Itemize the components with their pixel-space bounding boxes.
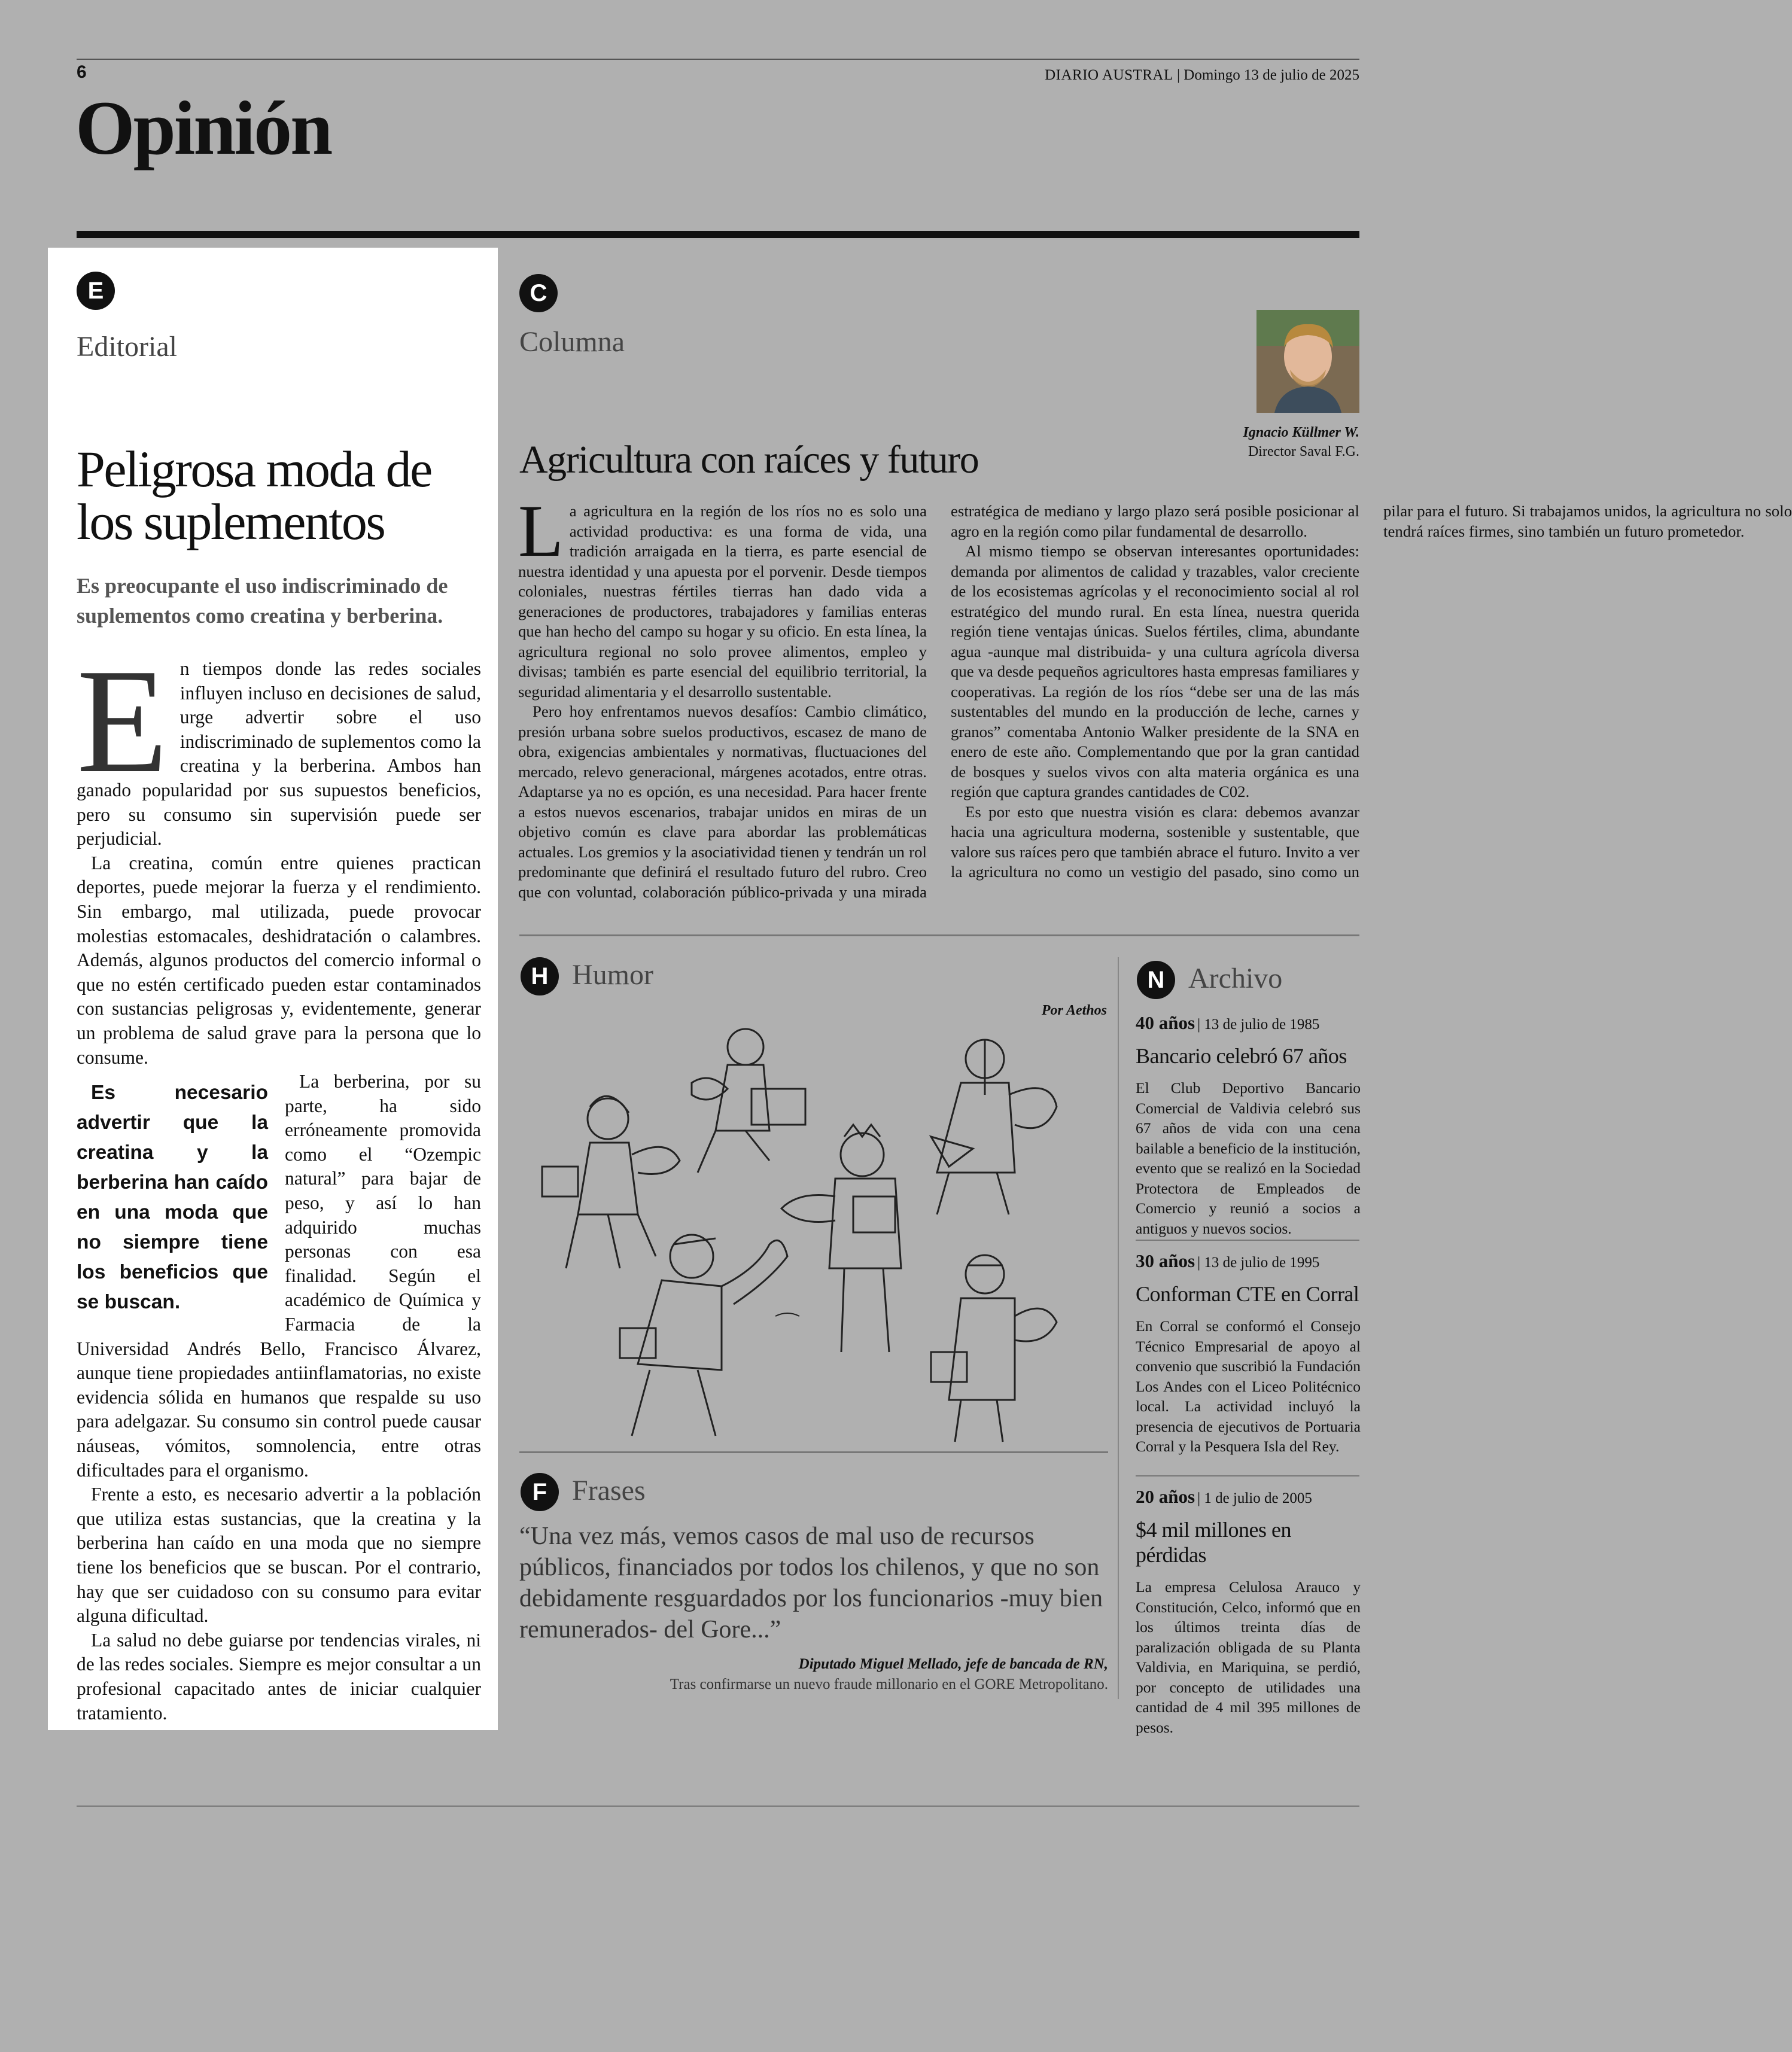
section-rule (77, 231, 1359, 238)
editorial-subhead: Es preocupante el uso indiscriminado de suplementos como creatina y berberina. (77, 574, 448, 628)
author-portrait-icon (1256, 310, 1359, 413)
humor-kicker: Humor (572, 959, 653, 991)
archivo-badge-icon: N (1137, 961, 1175, 999)
cartoon-credit: Por Aethos (1041, 1003, 1107, 1018)
archivo-body: La empresa Celulosa Arauco y Constitución, Celco, informó que en los últimos treinta días de paralización obligada de su Planta Valdivia, en Mariquina, se perdió, por concepto de utilidades una cantidad de 4 mil 395 millones de pesos. (1136, 1578, 1361, 1736)
archivo-item (1136, 1012, 1361, 1238)
editorial-paragraph: Frente a esto, es necesario advertir a la población que utiliza estas sustancias, que la creatina y la berberina han caído en una moda que no siempre tiene los beneficios que se buscan. Por el contrario, hay que ser cuidadoso con su consumo para evitar alguna dificultad. (77, 1484, 481, 1627)
archivo-divider (1136, 1475, 1359, 1476)
editorial-paragraph: La salud no debe guiarse por tendencias virales, ni de las redes sociales. Siempre es mejor consultar a un profesional capacitado antes de iniciar cualquier tratamiento. (77, 1629, 481, 1724)
archivo-title: Conforman CTE en Corral (1136, 1282, 1359, 1306)
archivo-kicker: Archivo (1188, 963, 1283, 994)
archivo-item (1136, 1486, 1361, 1737)
issue-date: | Domingo 13 de julio de 2025 (1177, 67, 1359, 83)
column-body (518, 490, 1792, 920)
archivo-title: $4 mil millones en pérdidas (1136, 1518, 1291, 1567)
section-title: Opinión (75, 86, 331, 171)
archivo-date: | 13 de julio de 1985 (1197, 1016, 1320, 1033)
author-name: Ignacio Küllmer W. (1243, 425, 1359, 440)
top-rule (77, 59, 1359, 60)
humor-badge-icon: H (521, 957, 559, 995)
masthead (1045, 67, 1359, 84)
column-dropcap: L (518, 490, 564, 572)
newspaper-name: DIARIO AUSTRAL (1045, 67, 1173, 83)
cartoon-illustration-icon (518, 1017, 1111, 1448)
editorial-badge-icon: E (77, 272, 115, 310)
author-role: Director Saval F.G. (1248, 444, 1359, 459)
archivo-vertical-rule (1118, 957, 1119, 1699)
column-paragraph: Pero hoy enfrentamos nuevos desafíos: Cambio climático, presión urbana sobre suelos productivos, escasez de mano de obra, exigencias ambientales y normativas, fluctuaciones del mercado, relevo generacional, márgenes acotados, entre otras. Adaptarse ya no es opción, es una necesidad. Para hacer frente a estos nuevos escenarios, trabajar unidos en miras de un objetivo común es clave para abordar las problemáticas actuales. Los gremios y la asociatividad tienen y tendrán un rol predominante que definirá el resultado futuro del rubro. Creo que con voluntad, colaboración público-privada y una mirada estratégica de mediano y largo plazo será posible posicionar al agro en la región como pilar fundamental de desarrollo. (518, 502, 1359, 901)
frases-attribution: Diputado Miguel Mellado, jefe de bancada de RN, (798, 1656, 1108, 1672)
archivo-item (1136, 1250, 1361, 1457)
author-photo (1256, 310, 1359, 413)
archivo-body: El Club Deportivo Bancario Comercial de Valdivia celebró sus 67 años de vida con una cena bailable a beneficio de la institución, evento que se realizó en la Sociedad Protectora de Empleados de Comercio y reunió a socios a antiguos y nuevos socios. (1136, 1079, 1361, 1237)
editorial-paragraph: En tiempos donde las redes sociales influyen incluso en decisiones de salud, urge advertir sobre el uso indiscriminado de suplementos como la creatina y la berberina. Ambos han ganado popularidad por sus supuestos beneficios, pero su consumo sin supervisión puede ser perjudicial. (77, 638, 481, 850)
archivo-date: | 13 de julio de 1995 (1197, 1255, 1320, 1271)
cartoon-figure (542, 1096, 680, 1268)
frases-quote: “Una vez más, vemos casos de mal uso de recursos públicos, financiados por todos los chilenos, y que no son debidamente resguardados por los funcionarios -muy bien remunerados- del Gore...” (519, 1523, 1103, 1643)
archivo-years: 20 años (1136, 1486, 1195, 1507)
frases-kicker: Frases (572, 1475, 646, 1506)
editorial-headline: Peligrosa moda de los suplementos (77, 440, 431, 550)
archivo-years: 30 años (1136, 1250, 1195, 1271)
archivo-title: Bancario celebró 67 años (1136, 1044, 1347, 1068)
frases-context: Tras confirmarse un nuevo fraude millonario en el GORE Metropolitano. (670, 1676, 1108, 1692)
column-badge-icon: C (519, 274, 558, 312)
editorial-paragraph: La creatina, común entre quienes practican deportes, puede mejorar la fuerza y el rendimiento. Sin embargo, mal utilizada, puede provocar molestias estomacales, deshidratación o calambres. Además, algunos productos del comercio informal o que no estén certificado pueden estar contaminados con sustancias peligrosas y, evidentemente, generar un problema de salud grave para la persona que lo consume. (77, 852, 481, 1068)
archivo-divider (1136, 1240, 1359, 1241)
column-paragraph: La agricultura en la región de los ríos no es solo una actividad productiva: es una forma de vida, una tradición arraigada en la tierra, es parte esencial de nuestra identidad y una apuesta por el porvenir. Desde tiempos coloniales, nuestras fértiles tierras han dado vida a generaciones de productores, trabajadores y familias enteras que han hecho del campo su hogar y su oficio. En esta línea, la agricultura regional no solo provee alimentos, empleo y divisas; también es parte esencial del equilibrio territorial, la seguridad alimentaria y el desarrollo sustentable. (518, 490, 927, 701)
frases-badge-icon: F (521, 1473, 559, 1511)
editorial-body (77, 638, 481, 1725)
humor-divider (519, 1451, 1108, 1453)
column-paragraph: Al mismo tiempo se observan interesantes oportunidades: demanda por alimentos de calidad y trazables, valor creciente de los ecosistemas agrícolas y el reconocimiento social al rol estratégico del mundo rural. En esta línea, nuestra querida región tiene ventajas únicas. Suelos fértiles, clima, abundante agua -aunque mal distribuida- y una cultura agrícola diversa que va desde pequeños agricultores hasta empresas familiares y cooperativas. La región de los ríos “debe ser una de las más sustentables del mundo en la producción de leche, carnes y granos” comentaba Antonio Walker presidente de la SNA en enero de este año. Complementando que por la gran cantidad de bosques y suelos vivos con alta materia orgánica es una región que captura grandes cantidades de C02. (951, 542, 1359, 800)
column-divider (519, 934, 1359, 936)
editorial-dropcap: E (77, 638, 168, 804)
column-paragraph: Es por esto que nuestra visión es clara: debemos avanzar hacia una agricultura moderna, sostenible y sustentable, que valore sus raíces pero que también abrace el futuro. Invito a ver la agricultura no como un vestigio del pasado, sino como un pilar para el futuro. Si trabajamos unidos, la agricultura no solo tendrá raíces firmes, sino también un futuro prometedor. (951, 502, 1792, 881)
bottom-rule (77, 1806, 1359, 1807)
editorial-paragraph: Es necesario advertir que la creatina y la berberina han caído en una moda que no siempre tiene los beneficios que se buscan. La berberina, por su parte, ha sido erróneamente promovida como el “Ozempic natural” para bajar de peso, y así lo han adquirido muchas personas con esa finalidad. Según el académico de Química y Farmacia de la Universidad Andrés Bello, Francisco Álvarez, aunque tiene propiedades antiinflamatorias, no existe evidencia sólida en humanos que respalde su uso para adelgazar. Su consumo sin control puede causar náuseas, vómitos, somnolencia, entre otras dificultades para el organismo. (77, 1071, 481, 1481)
column-headline: Agricultura con raíces y futuro (519, 438, 979, 482)
page-number: 6 (77, 62, 87, 82)
archivo-years: 40 años (1136, 1012, 1195, 1033)
editorial-pullquote: Es necesario advertir que la creatina y la berberina han caído en una moda que no siempre tiene los beneficios que se buscan. (77, 1082, 268, 1314)
editorial-kicker: Editorial (77, 331, 177, 363)
archivo-body: En Corral se conformó el Consejo Técnico Empresarial de apoyo al convenio que suscribió la Fundación Los Andes con el Liceo Politécnico local. La actividad incluyó la presencia de ejecutivos de Portuaria Corral y la Pesquera Isla del Rey. (1136, 1317, 1361, 1455)
archivo-date: | 1 de julio de 2005 (1197, 1490, 1312, 1506)
column-kicker: Columna (519, 326, 625, 358)
